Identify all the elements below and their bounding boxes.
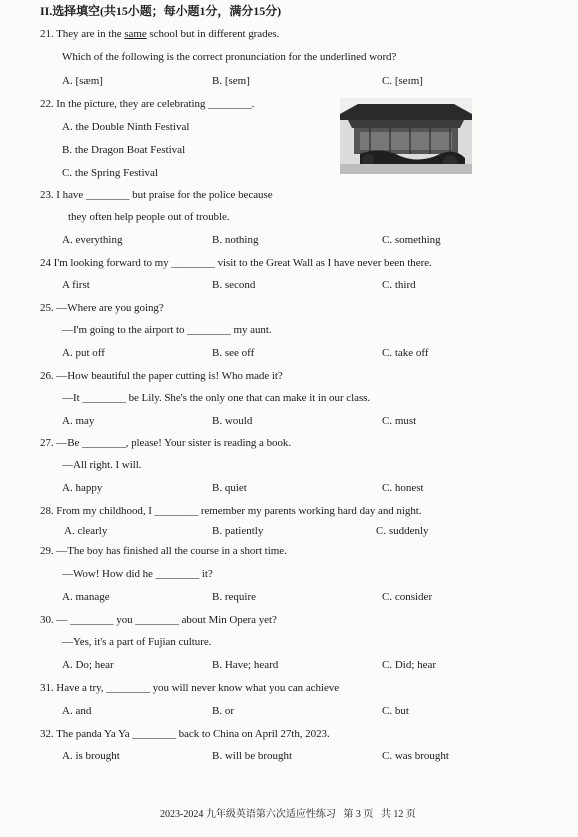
question-28-option-a: A. clearly (64, 525, 108, 537)
question-29-option-a: A. manage (62, 591, 110, 603)
question-26-option-a: A. may (62, 415, 95, 427)
question-22-option-a: A. the Double Ninth Festival (62, 121, 190, 133)
question-25-stem-2: —I'm going to the airport to ________ my aunt. (62, 324, 272, 336)
question-27-option-c: C. honest (382, 482, 424, 494)
question-32-stem: 32. The panda Ya Ya ________ back to China on April 27th, 2023. (40, 728, 330, 740)
underlined-word: same (124, 28, 147, 40)
question-31-option-c: C. but (382, 705, 409, 717)
question-32-option-a: A. is brought (62, 750, 120, 762)
question-23-option-c: C. something (382, 234, 441, 246)
question-31-option-a: A. and (62, 705, 92, 717)
question-26-option-b: B. would (212, 415, 253, 427)
question-22-option-b: B. the Dragon Boat Festival (62, 144, 186, 156)
question-24-option-a: A first (62, 279, 90, 291)
question-30-stem-1: 30. — ________ you ________ about Min Opera yet? (40, 614, 277, 626)
section-title: II.选择填空(共15小题；每小题1分，满分15分) (40, 4, 282, 18)
question-29-stem-2: —Wow! How did he ________ it? (62, 568, 213, 580)
question-25-option-b: B. see off (212, 347, 255, 359)
question-30-option-a: A. Do; hear (62, 659, 114, 671)
question-26-stem-1: 26. —How beautiful the paper cutting is! Who made it? (40, 370, 283, 382)
question-24-option-c: C. third (382, 279, 416, 291)
question-24-stem: 24 I'm looking forward to my ________ visit to the Great Wall as I have never been there. (40, 257, 432, 269)
question-28-stem: 28. From my childhood, I ________ remember my parents working hard day and night. (40, 505, 422, 517)
question-27-stem-2: —All right. I will. (62, 459, 142, 471)
festival-photo (340, 98, 472, 174)
question-30-stem-2: —Yes, it's a part of Fujian culture. (62, 636, 212, 648)
question-21-option-c: C. [seɪm] (382, 75, 423, 87)
question-29-stem-1: 29. —The boy has finished all the course in a short time. (40, 545, 287, 557)
question-30-option-b: B. Have; heard (212, 659, 279, 671)
question-21-option-b: B. [sem] (212, 75, 250, 87)
question-27-stem-1: 27. —Be ________, please! Your sister is reading a book. (40, 437, 292, 449)
question-23-option-a: A. everything (62, 234, 123, 246)
question-26-option-c: C. must (382, 415, 417, 427)
question-27-option-a: A. happy (62, 482, 103, 494)
question-23-stem-2: they often help people out of trouble. (68, 211, 230, 223)
question-22-option-c: C. the Spring Festival (62, 167, 158, 179)
question-32-option-c: C. was brought (382, 750, 449, 762)
question-25-option-a: A. put off (62, 347, 105, 359)
question-28-option-c: C. suddenly (376, 525, 429, 537)
question-25-option-c: C. take off (382, 347, 429, 359)
question-21-stem-1: 21. They are in the same school but in different grades. (40, 28, 280, 40)
question-26-stem-2: —It ________ be Lily. She's the only one that can make it in our class. (62, 392, 371, 404)
question-30-option-c: C. Did; hear (382, 659, 437, 671)
question-28-option-b: B. patiently (212, 525, 264, 537)
question-25-stem-1: 25. —Where are you going? (40, 302, 164, 314)
question-23-option-b: B. nothing (212, 234, 259, 246)
question-29-option-b: B. require (212, 591, 256, 603)
question-31-option-b: B. or (212, 705, 234, 717)
question-24-option-b: B. second (212, 279, 256, 291)
question-22-stem: 22. In the picture, they are celebrating ________. (40, 98, 255, 110)
festival-photo-drawing (340, 98, 472, 174)
page-footer: 2023-2024 九年级英语第六次适应性练习 第 3 页 共 12 页 (160, 809, 416, 820)
question-27-option-b: B. quiet (212, 482, 247, 494)
question-21-stem-2: Which of the following is the correct pronunciation for the underlined word? (62, 51, 397, 63)
question-23-stem-1: 23. I have ________ but praise for the police because (40, 189, 273, 201)
question-21-option-a: A. [sæm] (62, 75, 103, 87)
question-32-option-b: B. will be brought (212, 750, 293, 762)
question-29-option-c: C. consider (382, 591, 433, 603)
question-31-stem: 31. Have a try, ________ you will never know what you can achieve (40, 682, 340, 694)
